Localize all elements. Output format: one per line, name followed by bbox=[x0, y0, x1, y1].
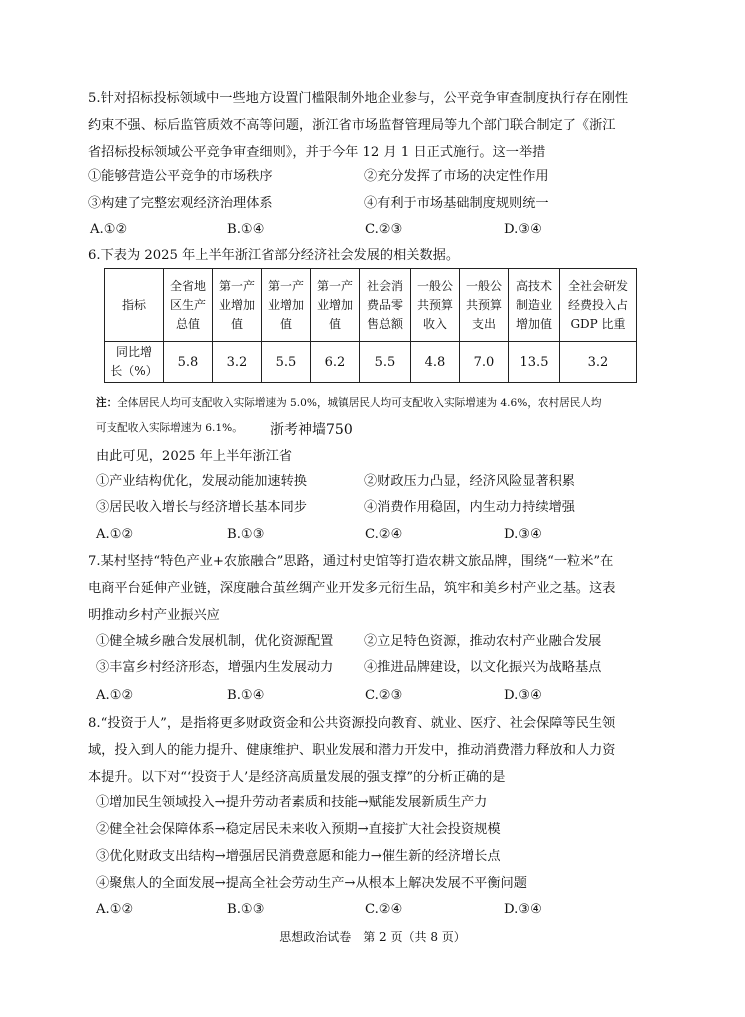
header-text: 制造业 bbox=[515, 297, 552, 312]
header-text: GDP 比重 bbox=[570, 316, 626, 331]
q6-note-line bbox=[96, 395, 602, 411]
table-cell: 4.8 bbox=[411, 342, 460, 383]
row-label-text: 同比增 bbox=[115, 345, 152, 359]
header-text: 一般公 bbox=[465, 278, 502, 293]
q6-choice-d: D.③④ bbox=[504, 527, 542, 542]
q7-choice-a: A.①② bbox=[96, 688, 134, 703]
table-header-cell bbox=[509, 269, 560, 342]
q7-choice-d: D.③④ bbox=[504, 688, 542, 703]
q5-choice-d: D.③④ bbox=[504, 222, 542, 237]
q8-stem-line: 8.“投资于人”，是指将更多财政资金和公共资源投向教育、就业、医疗、社会保障等民生领 bbox=[88, 716, 616, 731]
header-text: 全社会研发 bbox=[567, 278, 628, 293]
header-text: 一般公 bbox=[416, 278, 453, 293]
q7-item: ④推进品牌建设，以文化振兴为战略基点 bbox=[364, 660, 602, 675]
q8-choice-b: B.①③ bbox=[227, 902, 265, 917]
q8-item: ①增加民生领域投入→提升劳动者素质和技能→赋能发展新质生产力 bbox=[96, 795, 488, 810]
q6-choice-a: A.①② bbox=[96, 527, 134, 542]
watermark-text: 浙考神墙750 bbox=[270, 422, 353, 438]
q6-item: ①产业结构优化，发展动能加速转换 bbox=[96, 474, 307, 489]
header-text: 共预算 bbox=[465, 297, 502, 312]
q6-stem-line: 6.下表为 2025 年上半年浙江省部分经济社会发展的相关数据。 bbox=[88, 248, 460, 263]
row-label bbox=[105, 342, 164, 383]
header-text: 全省地 bbox=[169, 278, 206, 293]
table-cell: 13.5 bbox=[509, 342, 560, 383]
header-text: 收入 bbox=[422, 316, 447, 331]
header-text: 业增加 bbox=[267, 297, 304, 312]
table-row bbox=[105, 342, 637, 383]
q6-choice-c: C.②④ bbox=[365, 527, 403, 542]
header-text: 社会消 bbox=[366, 278, 403, 293]
q6-data-table bbox=[104, 268, 637, 383]
q5-stem-line: 5.针对招标投标领域中一些地方设置门槛限制外地企业参与，公平竞争审查制度执行存在刚性 bbox=[88, 91, 629, 106]
q5-item: ③构建了完整宏观经济治理体系 bbox=[88, 196, 273, 211]
q8-item: ③优化财政支出结构→增强居民消费意愿和能力→催生新的经济增长点 bbox=[96, 849, 501, 864]
row-label-text: 长（%） bbox=[110, 364, 158, 378]
q7-choice-b: B.①④ bbox=[227, 688, 265, 703]
header-text: 总值 bbox=[175, 316, 200, 331]
q7-stem-line: 7.某村坚持“特色产业+农旅融合”思路，通过村史馆等打造农耕文旅品牌，围绕“一粒米”在 bbox=[88, 554, 614, 569]
note-text: 全体居民人均可支配收入实际增速为 5.0%，城镇居民人均可支配收入实际增速为 4.6%，农村居民人均 bbox=[117, 397, 602, 409]
q8-choice-c: C.②④ bbox=[365, 902, 403, 917]
header-text: 经费投入占 bbox=[567, 297, 628, 312]
q6-item: ③居民收入增长与经济增长基本同步 bbox=[96, 500, 307, 515]
header-text: 值 bbox=[279, 316, 292, 331]
q7-item: ③丰富乡村经济形态，增强内生发展动力 bbox=[96, 660, 334, 675]
table-header-label: 指标 bbox=[105, 269, 164, 342]
q6-note-line: 可支配收入实际增速为 6.1%。 bbox=[96, 422, 243, 434]
table-header-cell bbox=[560, 269, 637, 342]
header-text: 第一产 bbox=[218, 278, 255, 293]
q8-stem-line: 本提升。以下对“‘投资于人’是经济高质量发展的强支撑”的分析正确的是 bbox=[88, 770, 506, 785]
q6-stem-line: 由此可见，2025 年上半年浙江省 bbox=[96, 449, 293, 464]
q7-item: ①健全城乡融合发展机制，优化资源配置 bbox=[96, 634, 334, 649]
table-header-cell bbox=[460, 269, 509, 342]
q6-item: ②财政压力凸显，经济风险显著积累 bbox=[364, 474, 575, 489]
table-cell: 3.2 bbox=[213, 342, 262, 383]
q6-choice-b: B.①③ bbox=[227, 527, 265, 542]
q5-item: ②充分发挥了市场的决定性作用 bbox=[364, 169, 549, 184]
table-cell: 7.0 bbox=[460, 342, 509, 383]
q7-stem-line: 电商平台延伸产业链，深度融合茧丝绸产业开发多元衍生品，筑牢和美乡村产业之基。这表 bbox=[88, 581, 616, 596]
header-text: 业增加 bbox=[316, 297, 353, 312]
table-cell: 6.2 bbox=[311, 342, 360, 383]
table-header-cell bbox=[411, 269, 460, 342]
header-text: 区生产 bbox=[169, 297, 206, 312]
header-text: 共预算 bbox=[416, 297, 453, 312]
header-text: 第一产 bbox=[316, 278, 353, 293]
q8-item: ②健全社会保障体系→稳定居民未来收入预期→直接扩大社会投资规模 bbox=[96, 822, 501, 837]
q8-stem-line: 域，投入到人的能力提升、健康维护、职业发展和潜力开发中，推动消费潜力释放和人力资 bbox=[88, 743, 616, 758]
table-cell: 5.5 bbox=[360, 342, 411, 383]
q7-stem-line: 明推动乡村产业振兴应 bbox=[88, 608, 220, 623]
table-header-cell bbox=[164, 269, 213, 342]
header-text: 支出 bbox=[471, 316, 496, 331]
page-footer: 思想政治试卷 第 2 页（共 8 页） bbox=[279, 930, 466, 944]
table-header-row bbox=[105, 269, 637, 342]
q5-choice-b: B.①④ bbox=[227, 222, 265, 237]
q8-choice-a: A.①② bbox=[96, 902, 134, 917]
q8-item: ④聚焦人的全面发展→提高全社会劳动生产→从根本上解决发展不平衡问题 bbox=[96, 876, 527, 891]
q5-stem-line: 省招标投标领域公平竞争审查细则》，并于今年 12 月 1 日正式施行。这一举措 bbox=[88, 145, 546, 160]
header-text: 增加值 bbox=[515, 316, 552, 331]
header-text: 值 bbox=[328, 316, 341, 331]
table-header-cell bbox=[311, 269, 360, 342]
table-cell: 5.5 bbox=[262, 342, 311, 383]
q7-choice-c: C.②③ bbox=[365, 688, 403, 703]
table-header-cell bbox=[360, 269, 411, 342]
header-text: 售总额 bbox=[366, 316, 403, 331]
table-header-cell bbox=[262, 269, 311, 342]
q5-choice-c: C.②③ bbox=[365, 222, 403, 237]
header-text: 高技术 bbox=[515, 278, 552, 293]
q8-choice-d: D.③④ bbox=[504, 902, 542, 917]
header-text: 业增加 bbox=[218, 297, 255, 312]
note-label: 注： bbox=[96, 397, 118, 409]
q5-stem-line: 约束不强、标后监管质效不高等问题，浙江省市场监督管理局等九个部门联合制定了《浙江 bbox=[88, 118, 616, 133]
table-cell: 5.8 bbox=[164, 342, 213, 383]
header-text: 值 bbox=[230, 316, 243, 331]
q5-choice-a: A.①② bbox=[90, 222, 128, 237]
q5-item: ①能够营造公平竞争的市场秩序 bbox=[88, 169, 273, 184]
table-header-cell bbox=[213, 269, 262, 342]
q7-item: ②立足特色资源，推动农村产业融合发展 bbox=[364, 634, 602, 649]
table-cell: 3.2 bbox=[560, 342, 637, 383]
q5-item: ④有利于市场基础制度规则统一 bbox=[364, 196, 549, 211]
header-text: 费品零 bbox=[366, 297, 403, 312]
q6-item: ④消费作用稳固，内生动力持续增强 bbox=[364, 500, 575, 515]
header-text: 第一产 bbox=[267, 278, 304, 293]
